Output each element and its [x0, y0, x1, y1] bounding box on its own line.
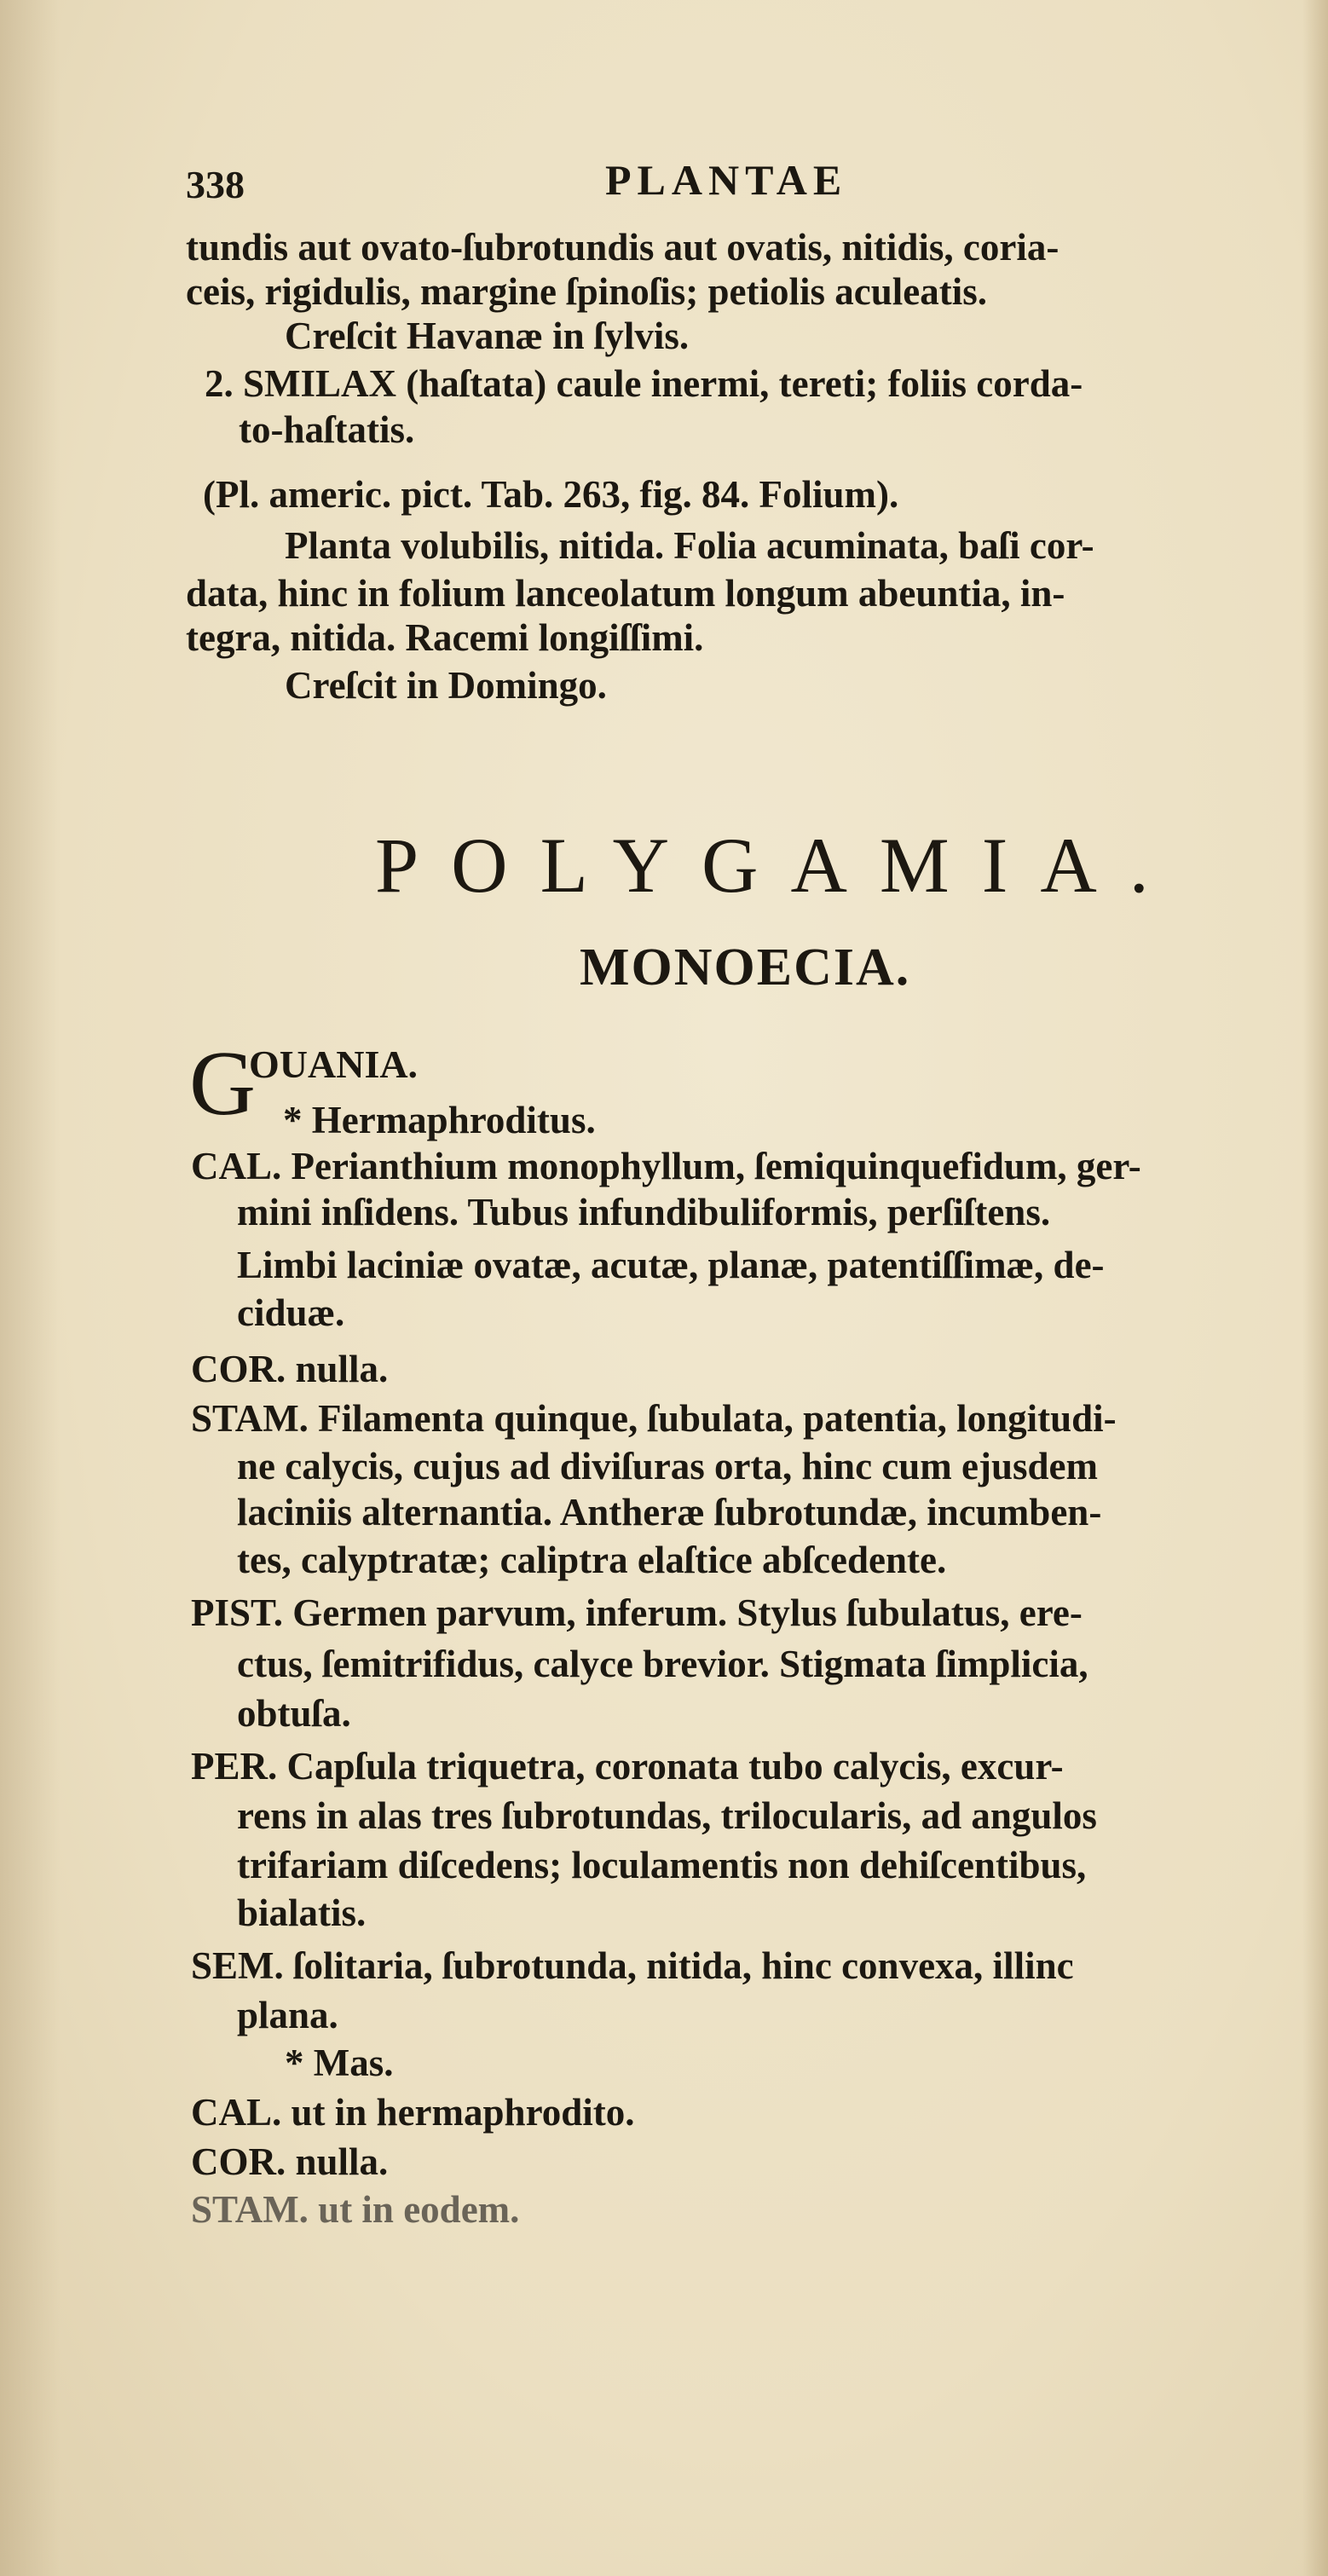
text-line: (Pl. americ. pict. Tab. 263, fig. 84. Folium).	[203, 473, 899, 516]
running-title: PLANTAE	[605, 156, 848, 204]
text-line: mini inſidens. Tubus infundibuliformis, perſiſtens.	[237, 1191, 1051, 1233]
text-line: Limbi laciniæ ovatæ, acutæ, planæ, patentiſſimæ, de-	[237, 1244, 1105, 1286]
text-line: * Hermaphroditus.	[283, 1099, 596, 1141]
text-line: PER. Capſula triquetra, coronata tubo calycis, excur-	[191, 1745, 1064, 1788]
section-title: POLYGAMIA.	[375, 822, 1181, 909]
text-line: plana.	[237, 1994, 338, 2036]
text-line: CAL. Perianthium monophyllum, ſemiquinquefidum, ger-	[191, 1145, 1141, 1187]
text-line: laciniis alternantia. Antheræ ſubrotundæ, incumben-	[237, 1491, 1102, 1533]
text-line: PIST. Germen parvum, inferum. Stylus ſubulatus, ere-	[191, 1591, 1083, 1634]
text-line: CAL. ut in hermaphrodito.	[191, 2091, 635, 2134]
text-line: Planta volubilis, nitida. Folia acuminata, baſi cor-	[285, 524, 1094, 567]
text-line: STAM. Filamenta quinque, ſubulata, patentia, longitudi-	[191, 1397, 1117, 1440]
text-line: bialatis.	[237, 1892, 367, 1934]
text-line: to-haſtatis.	[239, 408, 415, 451]
text-line: STAM. ut in eodem.	[191, 2188, 520, 2231]
text-line: trifariam diſcedens; loculamentis non dehiſcentibus,	[237, 1844, 1087, 1886]
genus-initial: G	[189, 1033, 256, 1135]
text-line: tegra, nitida. Racemi longiſſimi.	[186, 616, 704, 659]
text-line: COR. nulla.	[191, 1348, 389, 1390]
text-line: Creſcit Havanæ in ſylvis.	[285, 315, 690, 357]
text-line: tundis aut ovato-ſubrotundis aut ovatis, nitidis, coria-	[186, 226, 1060, 269]
text-line: Creſcit in Domingo.	[285, 664, 607, 707]
text-line: * Mas.	[285, 2042, 394, 2084]
page-number: 338	[186, 163, 245, 206]
text-line: SEM. ſolitaria, ſubrotunda, nitida, hinc convexa, illinc	[191, 1944, 1074, 1987]
text-line: tes, calyptratæ; caliptra elaſtice abſcedente.	[237, 1539, 947, 1581]
gutter-shadow	[0, 0, 60, 2576]
text-line: 2. SMILAX (haſtata) caule inermi, tereti; foliis corda-	[205, 362, 1083, 405]
page-edge	[1302, 0, 1328, 2576]
genus-title: OUANIA.	[249, 1043, 419, 1086]
text-line: COR. nulla.	[191, 2140, 389, 2183]
section-subtitle: MONOECIA.	[580, 939, 911, 996]
text-line: ctus, ſemitrifidus, calyce brevior. Stigmata ſimplicia,	[237, 1643, 1088, 1685]
text-line: rens in alas tres ſubrotundas, trilocularis, ad angulos	[237, 1794, 1097, 1837]
text-line: obtuſa.	[237, 1692, 351, 1735]
text-line: ceis, rigidulis, margine ſpinoſis; petiolis aculeatis.	[186, 270, 988, 313]
text-line: ne calycis, cujus ad diviſuras orta, hinc cum ejusdem	[237, 1445, 1099, 1487]
text-line: data, hinc in folium lanceolatum longum abeuntia, in-	[186, 572, 1065, 615]
text-line: ciduæ.	[237, 1291, 345, 1334]
